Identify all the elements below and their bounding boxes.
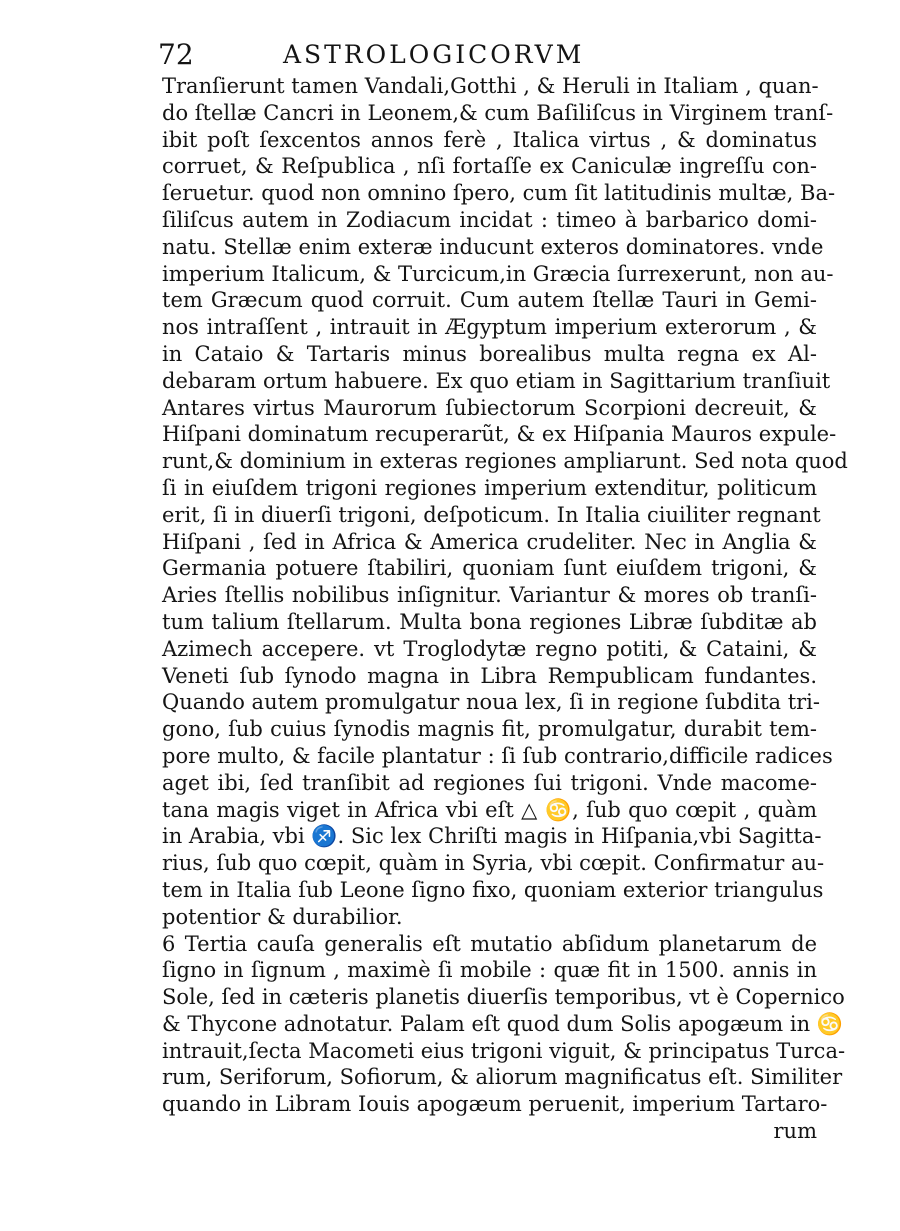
text-line: 6 Tertia cauſa generalis eſt mutatio abſidum planetarum de: [162, 931, 817, 956]
text-line: corruet, & Reſpublica , nſi fortaſſe ex Caniculæ ingreſſu con-: [162, 154, 817, 179]
text-line: Tranſierunt tamen Vandali,Gotthi , & Heruli in Italiam , quan-: [162, 74, 819, 98]
text-line: ſeruetur. quod non omnino ſpero, cum ſit latitudinis multæ, Ba-: [162, 181, 836, 206]
text-line: ſi in eiuſdem trigoni regiones imperium extenditur, politicum: [162, 475, 817, 500]
running-head: ASTROLOGICORVM: [283, 40, 585, 69]
text-line: gono, ſub cuius ſynodis magnis fit, promulgatur, durabit tem-: [162, 717, 817, 742]
text-line: natu. Stellæ enim exteræ inducunt exteros dominatores. vnde: [162, 234, 824, 259]
text-line: Quando autem promulgatur noua lex, ſi in regione ſubdita tri-: [162, 690, 820, 715]
text-line: ibit poſt ſexcentos annos ferè , Italica virtus , & dominatus: [162, 127, 817, 152]
text-line: Germania potuere ſtabiliri, quoniam ſunt eiuſdem trigoni, &: [162, 556, 817, 581]
text-line: aget ibi, ſed tranſibit ad regiones ſui trigoni. Vnde macome-: [162, 770, 817, 795]
text-line: debaram ortum habuere. Ex quo etiam in Sagittarium tranſiuit: [162, 368, 831, 393]
text-line: quando in Libram Iouis apogæum peruenit, imperium Tartaro-: [162, 1092, 828, 1117]
text-line: rum, Seriforum, Sofiorum, & aliorum magnificatus eſt. Similiter: [162, 1065, 843, 1090]
text-line: tem Græcum quod corruit. Cum autem ſtellæ Tauri in Gemi-: [162, 288, 817, 313]
text-line: Hiſpani dominatum recuperarũt, & ex Hiſpania Mauros expule-: [162, 422, 837, 447]
text-line: Sole, ſed in cæteris planetis diuerſis temporibus, vt è Copernico: [162, 985, 845, 1010]
text-line: Veneti ſub ſynodo magna in Libra Rempublicam fundantes.: [162, 663, 817, 688]
text-line: tem in Italia ſub Leone ſigno fixo, quoniam exterior triangulus: [162, 877, 824, 902]
text-line: potentior & durabilior.: [162, 904, 403, 929]
text-line: erit, ſi in diuerſi trigoni, deſpoticum. In Italia ciuiliter regnant: [162, 502, 821, 527]
page-number: 72: [158, 38, 194, 71]
text-line: & Thycone adnotatur. Palam eſt quod dum Solis apogæum in ♋: [162, 1011, 843, 1036]
text-line: Aries ſtellis nobilibus inſignitur. Variantur & mores ob tranſi-: [162, 583, 817, 608]
text-line: do ſtellæ Cancri in Leonem,& cum Baſiliſcus in Virginem tranſ-: [162, 100, 834, 125]
page-header: [158, 38, 798, 72]
text-line: nos intraſſent , intrauit in Ægyptum imperium exterorum , &: [162, 315, 817, 340]
text-line: ſiliſcus autem in Zodiacum incidat : timeo à barbarico domi-: [162, 207, 817, 232]
text-line: in Cataio & Tartaris minus borealibus multa regna ex Al-: [162, 341, 817, 366]
catchword-row: [162, 1118, 817, 1145]
text-line: Azimech accepere. vt Troglodytæ regno potiti, & Cataini, &: [162, 636, 817, 661]
text-line: tana magis viget in Africa vbi eſt △ ♋, ſub quo cœpit , quàm: [162, 797, 817, 822]
text-line: runt,& dominium in exteras regiones ampliarunt. Sed nota quod: [162, 449, 848, 474]
text-line: intrauit,ſecta Macometi eius trigoni viguit, & principatus Turca-: [162, 1038, 846, 1063]
text-line: in Arabia, vbi ♐. Sic lex Chriſti magis in Hiſpania,vbi Sagitta-: [162, 824, 822, 849]
text-line: ſigno in ſignum , maximè ſi mobile : quæ fit in 1500. annis in: [162, 958, 817, 983]
text-line: imperium Italicum, & Turcicum,in Græcia ſurrexerunt, non au-: [162, 261, 834, 286]
text-line: tum talium ſtellarum. Multa bona regiones Libræ ſubditæ ab: [162, 609, 817, 634]
text-line: Hiſpani , ſed in Africa & America crudeliter. Nec in Anglia &: [162, 529, 817, 554]
text-line: rius, ſub quo cœpit, quàm in Syria, vbi cœpit. Confirmatur au-: [162, 851, 825, 876]
body-text: [162, 73, 848, 1145]
text-line: Antares virtus Maurorum ſubiectorum Scorpioni decreuit, &: [162, 395, 817, 420]
text-line: pore multo, & facile plantatur : ſi ſub contrario,difficile radices: [162, 743, 833, 768]
catchword: rum: [773, 1119, 817, 1144]
